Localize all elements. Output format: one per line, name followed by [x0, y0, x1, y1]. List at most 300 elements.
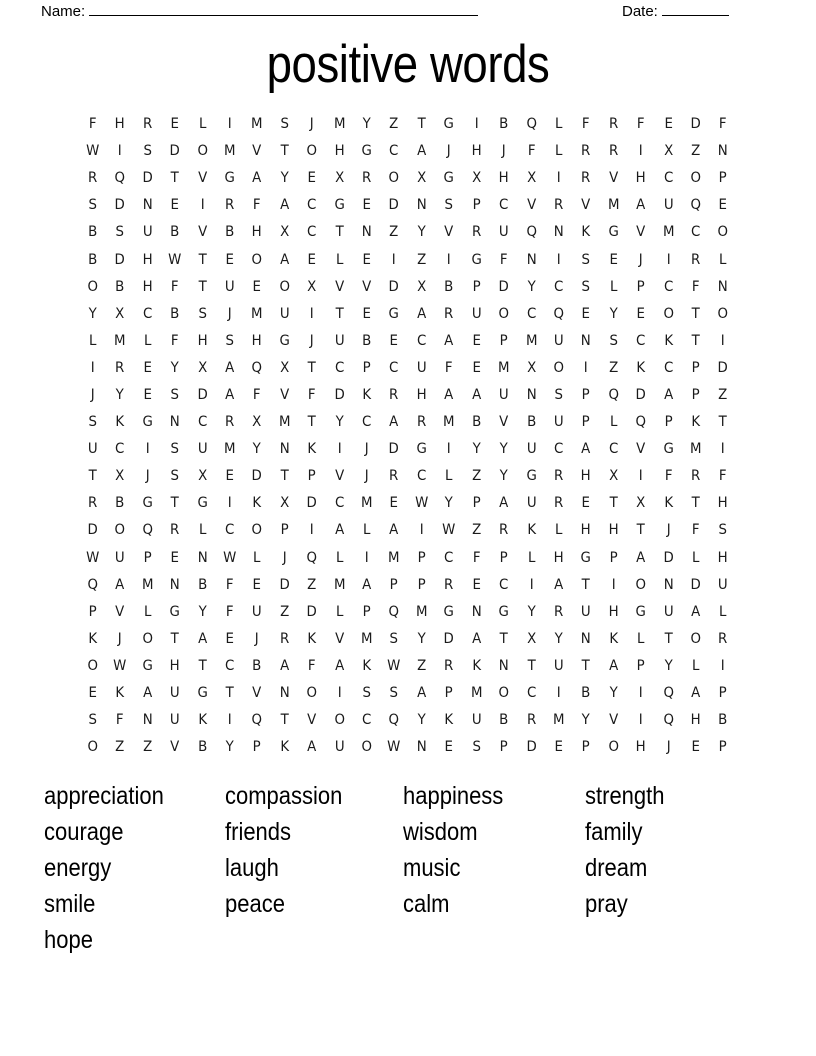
word-list-item[interactable]: peace — [225, 890, 285, 918]
grid-cell[interactable]: X — [252, 414, 262, 431]
grid-cell[interactable]: Q — [251, 712, 263, 729]
grid-cell[interactable]: C — [416, 332, 427, 349]
grid-cell[interactable]: R — [581, 143, 591, 160]
grid-cell[interactable]: W — [414, 495, 429, 512]
grid-cell[interactable]: D — [717, 359, 729, 376]
grid-cell[interactable]: U — [334, 332, 345, 349]
grid-cell[interactable]: I — [638, 468, 643, 485]
grid-cell[interactable]: M — [361, 630, 373, 647]
grid-cell[interactable]: V — [334, 468, 344, 485]
grid-cell[interactable]: W — [168, 251, 182, 268]
grid-cell[interactable]: I — [721, 332, 726, 349]
grid-cell[interactable]: P — [143, 549, 152, 566]
grid-cell[interactable]: D — [690, 576, 701, 593]
grid-cell[interactable]: U — [718, 576, 728, 593]
grid-cell[interactable]: P — [362, 359, 371, 376]
grid-cell[interactable]: U — [197, 441, 208, 458]
grid-cell[interactable]: T — [170, 495, 179, 512]
grid-cell[interactable]: H — [718, 549, 729, 566]
grid-cell[interactable]: N — [279, 685, 290, 702]
grid-cell[interactable]: Z — [142, 739, 153, 756]
grid-cell[interactable]: C — [663, 278, 673, 295]
grid-cell[interactable]: V — [279, 386, 290, 403]
grid-cell[interactable]: O — [553, 359, 564, 376]
grid-cell[interactable]: U — [416, 359, 427, 376]
grid-cell[interactable]: R — [444, 657, 454, 674]
grid-cell[interactable]: T — [280, 143, 289, 160]
grid-cell[interactable]: C — [225, 657, 235, 674]
grid-cell[interactable]: E — [225, 251, 234, 268]
grid-cell[interactable]: G — [471, 251, 482, 268]
grid-cell[interactable]: Y — [417, 224, 426, 241]
grid-cell[interactable]: F — [116, 712, 124, 729]
grid-cell[interactable]: C — [499, 576, 509, 593]
grid-cell[interactable]: A — [417, 685, 427, 702]
grid-cell[interactable]: H — [197, 332, 208, 349]
grid-cell[interactable]: O — [690, 170, 701, 187]
grid-cell[interactable]: D — [114, 251, 126, 268]
grid-cell[interactable]: V — [334, 278, 344, 295]
grid-cell[interactable]: G — [443, 170, 455, 187]
grid-cell[interactable]: G — [197, 685, 208, 702]
grid-cell[interactable]: K — [472, 657, 481, 674]
grid-cell[interactable]: M — [662, 224, 674, 241]
grid-cell[interactable]: K — [581, 224, 591, 241]
grid-cell[interactable]: Z — [691, 143, 701, 160]
grid-cell[interactable]: G — [608, 224, 619, 241]
grid-cell[interactable]: O — [306, 143, 318, 160]
grid-cell[interactable]: Y — [417, 712, 426, 729]
grid-cell[interactable]: C — [608, 441, 619, 458]
grid-cell[interactable]: I — [337, 685, 342, 702]
grid-cell[interactable]: N — [197, 549, 208, 566]
grid-cell[interactable]: O — [142, 630, 153, 647]
grid-cell[interactable]: M — [251, 305, 263, 322]
grid-cell[interactable]: J — [118, 630, 123, 647]
grid-cell[interactable]: N — [526, 386, 537, 403]
grid-cell[interactable]: T — [225, 685, 234, 702]
grid-cell[interactable]: E — [307, 251, 317, 268]
grid-cell[interactable]: L — [691, 657, 700, 674]
grid-cell[interactable]: O — [114, 522, 126, 539]
grid-cell[interactable]: A — [663, 386, 673, 403]
grid-cell[interactable]: G — [416, 441, 427, 458]
grid-cell[interactable]: O — [717, 224, 729, 241]
grid-cell[interactable]: H — [635, 170, 646, 187]
grid-cell[interactable]: C — [499, 197, 509, 214]
grid-cell[interactable]: Q — [608, 386, 619, 403]
grid-cell[interactable]: A — [471, 386, 481, 403]
grid-cell[interactable]: A — [334, 657, 344, 674]
grid-cell[interactable]: P — [499, 739, 508, 756]
grid-cell[interactable]: D — [498, 278, 509, 295]
grid-cell[interactable]: F — [719, 468, 727, 485]
grid-cell[interactable]: I — [364, 549, 369, 566]
grid-cell[interactable]: H — [169, 657, 180, 674]
grid-cell[interactable]: Y — [417, 630, 426, 647]
grid-cell[interactable]: G — [498, 603, 509, 620]
grid-cell[interactable]: N — [169, 414, 180, 431]
grid-cell[interactable]: G — [443, 603, 455, 620]
grid-cell[interactable]: A — [225, 359, 235, 376]
grid-cell[interactable]: I — [556, 170, 561, 187]
grid-cell[interactable]: C — [362, 414, 372, 431]
grid-cell[interactable]: J — [255, 630, 260, 647]
grid-cell[interactable]: A — [362, 576, 372, 593]
grid-cell[interactable]: A — [417, 305, 427, 322]
grid-cell[interactable]: Z — [417, 657, 427, 674]
grid-cell[interactable]: O — [361, 739, 373, 756]
grid-cell[interactable]: U — [553, 657, 564, 674]
grid-cell[interactable]: I — [309, 522, 314, 539]
grid-cell[interactable]: X — [197, 359, 207, 376]
grid-cell[interactable]: C — [225, 522, 235, 539]
grid-cell[interactable]: L — [637, 630, 645, 647]
grid-cell[interactable]: A — [581, 441, 591, 458]
grid-cell[interactable]: C — [334, 359, 345, 376]
grid-cell[interactable]: R — [553, 495, 564, 512]
grid-cell[interactable]: R — [553, 603, 564, 620]
grid-cell[interactable]: V — [197, 224, 207, 241]
grid-cell[interactable]: Y — [198, 603, 207, 620]
grid-cell[interactable]: L — [609, 278, 618, 295]
grid-cell[interactable]: Y — [527, 603, 536, 620]
grid-cell[interactable]: I — [447, 251, 451, 268]
grid-cell[interactable]: E — [609, 251, 618, 268]
grid-cell[interactable]: R — [499, 522, 509, 539]
grid-cell[interactable]: M — [114, 332, 126, 349]
word-list-item[interactable]: strength — [585, 782, 665, 810]
grid-cell[interactable]: B — [170, 224, 180, 241]
grid-cell[interactable]: N — [718, 278, 729, 295]
grid-cell[interactable]: A — [115, 576, 125, 593]
grid-cell[interactable]: V — [608, 712, 618, 729]
grid-cell[interactable]: T — [170, 630, 179, 647]
grid-cell[interactable]: P — [362, 603, 371, 620]
grid-cell[interactable]: E — [143, 359, 152, 376]
grid-cell[interactable]: D — [389, 197, 400, 214]
grid-cell[interactable]: Y — [472, 441, 481, 458]
grid-cell[interactable]: W — [86, 549, 100, 566]
grid-cell[interactable]: F — [472, 549, 481, 566]
grid-cell[interactable]: O — [388, 170, 400, 187]
word-list-item[interactable]: happiness — [403, 782, 504, 810]
grid-cell[interactable]: H — [334, 143, 345, 160]
word-list-item[interactable]: smile — [44, 890, 96, 918]
grid-cell[interactable]: P — [444, 685, 454, 702]
grid-cell[interactable]: D — [443, 630, 455, 647]
grid-cell[interactable]: S — [198, 305, 207, 322]
grid-cell[interactable]: P — [307, 468, 316, 485]
grid-cell[interactable]: J — [666, 522, 671, 539]
grid-cell[interactable]: E — [252, 576, 262, 593]
grid-cell[interactable]: F — [308, 657, 316, 674]
grid-cell[interactable]: S — [88, 712, 97, 729]
grid-cell[interactable]: L — [554, 522, 563, 539]
grid-cell[interactable]: R — [416, 414, 427, 431]
grid-cell[interactable]: B — [88, 251, 98, 268]
word-list-item[interactable]: energy — [44, 854, 112, 882]
grid-cell[interactable]: H — [416, 386, 427, 403]
grid-cell[interactable]: U — [170, 712, 180, 729]
word-list-item[interactable]: music — [403, 854, 461, 882]
grid-cell[interactable]: H — [252, 224, 263, 241]
grid-cell[interactable]: I — [638, 143, 643, 160]
grid-cell[interactable]: D — [526, 739, 537, 756]
grid-cell[interactable]: Y — [225, 739, 234, 756]
grid-cell[interactable]: K — [307, 441, 317, 458]
grid-cell[interactable]: Y — [527, 278, 536, 295]
grid-cell[interactable]: Y — [253, 441, 262, 458]
grid-cell[interactable]: I — [447, 441, 451, 458]
grid-cell[interactable]: U — [581, 603, 591, 620]
grid-cell[interactable]: J — [282, 549, 287, 566]
grid-cell[interactable]: R — [718, 630, 728, 647]
grid-cell[interactable]: F — [527, 143, 536, 160]
grid-cell[interactable]: B — [197, 576, 207, 593]
grid-cell[interactable]: Y — [609, 685, 618, 702]
grid-cell[interactable]: D — [197, 386, 208, 403]
grid-cell[interactable]: Y — [362, 116, 371, 133]
grid-cell[interactable]: R — [690, 251, 701, 268]
grid-cell[interactable]: M — [333, 576, 346, 593]
grid-cell[interactable]: A — [252, 170, 262, 187]
grid-cell[interactable]: R — [225, 197, 235, 214]
grid-cell[interactable]: R — [115, 359, 125, 376]
grid-cell[interactable]: S — [88, 414, 97, 431]
grid-cell[interactable]: V — [499, 414, 509, 431]
grid-cell[interactable]: A — [636, 197, 646, 214]
grid-cell[interactable]: S — [225, 332, 234, 349]
grid-cell[interactable]: U — [142, 224, 153, 241]
grid-cell[interactable]: E — [472, 359, 481, 376]
grid-cell[interactable]: L — [198, 522, 207, 539]
grid-cell[interactable]: C — [636, 332, 646, 349]
grid-cell[interactable]: Q — [114, 170, 126, 187]
grid-cell[interactable]: L — [527, 549, 535, 566]
word-list-item[interactable]: family — [585, 818, 643, 846]
name-input-line[interactable] — [89, 2, 478, 16]
grid-cell[interactable]: M — [361, 495, 373, 512]
grid-cell[interactable]: D — [251, 468, 263, 485]
grid-cell[interactable]: R — [88, 495, 98, 512]
grid-cell[interactable]: I — [419, 522, 424, 539]
grid-cell[interactable]: K — [307, 630, 317, 647]
grid-cell[interactable]: V — [581, 197, 591, 214]
grid-cell[interactable]: I — [337, 441, 342, 458]
grid-cell[interactable]: I — [584, 359, 588, 376]
grid-cell[interactable]: G — [224, 170, 235, 187]
grid-cell[interactable]: I — [474, 116, 479, 133]
grid-cell[interactable]: J — [666, 739, 671, 756]
grid-cell[interactable]: G — [279, 332, 290, 349]
grid-cell[interactable]: P — [719, 739, 728, 756]
grid-cell[interactable]: H — [115, 116, 126, 133]
grid-cell[interactable]: M — [251, 116, 263, 133]
grid-cell[interactable]: Z — [471, 522, 481, 539]
grid-cell[interactable]: G — [443, 116, 455, 133]
grid-cell[interactable]: S — [581, 278, 591, 295]
grid-cell[interactable]: N — [279, 441, 290, 458]
grid-cell[interactable]: S — [280, 116, 289, 133]
grid-cell[interactable]: C — [142, 305, 153, 322]
grid-cell[interactable]: T — [691, 495, 700, 512]
grid-cell[interactable]: H — [142, 251, 153, 268]
grid-cell[interactable]: C — [553, 441, 564, 458]
grid-cell[interactable]: Q — [388, 712, 400, 729]
grid-cell[interactable]: E — [389, 332, 399, 349]
grid-cell[interactable]: O — [279, 278, 290, 295]
grid-cell[interactable]: R — [362, 170, 372, 187]
grid-cell[interactable]: S — [362, 685, 372, 702]
grid-cell[interactable]: D — [279, 576, 290, 593]
grid-cell[interactable]: T — [499, 630, 508, 647]
grid-cell[interactable]: O — [690, 630, 701, 647]
grid-cell[interactable]: A — [142, 685, 153, 702]
grid-cell[interactable]: U — [471, 712, 482, 729]
grid-cell[interactable]: A — [279, 657, 290, 674]
grid-cell[interactable]: U — [279, 305, 290, 322]
grid-cell[interactable]: F — [499, 251, 508, 268]
grid-cell[interactable]: Q — [87, 576, 98, 593]
grid-cell[interactable]: G — [635, 603, 647, 620]
grid-cell[interactable]: A — [225, 386, 235, 403]
grid-cell[interactable]: I — [227, 116, 232, 133]
grid-cell[interactable]: N — [471, 603, 482, 620]
grid-cell[interactable]: F — [308, 386, 316, 403]
grid-cell[interactable]: D — [306, 495, 318, 512]
grid-cell[interactable]: A — [279, 197, 290, 214]
grid-cell[interactable]: R — [471, 224, 482, 241]
grid-cell[interactable]: M — [498, 359, 510, 376]
grid-cell[interactable]: C — [389, 359, 399, 376]
word-list-item[interactable]: compassion — [225, 782, 343, 810]
grid-cell[interactable]: U — [471, 305, 482, 322]
grid-cell[interactable]: O — [717, 305, 729, 322]
grid-cell[interactable]: S — [170, 468, 180, 485]
grid-cell[interactable]: T — [88, 468, 97, 485]
grid-cell[interactable]: C — [416, 468, 427, 485]
grid-cell[interactable]: N — [581, 630, 592, 647]
grid-cell[interactable]: E — [444, 739, 454, 756]
grid-cell[interactable]: L — [445, 468, 453, 485]
grid-cell[interactable]: X — [608, 468, 618, 485]
grid-cell[interactable]: N — [663, 576, 674, 593]
grid-cell[interactable]: V — [636, 224, 646, 241]
grid-cell[interactable]: Z — [718, 386, 728, 403]
grid-cell[interactable]: E — [554, 739, 563, 756]
grid-cell[interactable]: M — [223, 441, 236, 458]
grid-cell[interactable]: K — [88, 630, 98, 647]
grid-cell[interactable]: I — [638, 685, 643, 702]
grid-cell[interactable]: N — [498, 657, 509, 674]
grid-cell[interactable]: A — [444, 386, 454, 403]
grid-cell[interactable]: Q — [388, 603, 400, 620]
grid-cell[interactable]: M — [607, 197, 620, 214]
grid-cell[interactable]: U — [526, 495, 537, 512]
grid-cell[interactable]: E — [389, 495, 399, 512]
grid-cell[interactable]: H — [142, 278, 153, 295]
grid-cell[interactable]: T — [335, 224, 344, 241]
grid-cell[interactable]: X — [417, 278, 427, 295]
grid-cell[interactable]: S — [170, 386, 180, 403]
grid-cell[interactable]: E — [170, 549, 180, 566]
grid-cell[interactable]: A — [307, 739, 317, 756]
grid-cell[interactable]: C — [389, 143, 399, 160]
grid-cell[interactable]: T — [307, 359, 317, 376]
grid-cell[interactable]: N — [553, 224, 564, 241]
grid-cell[interactable]: S — [389, 685, 399, 702]
grid-cell[interactable]: Z — [307, 576, 317, 593]
word-list-item[interactable]: pray — [585, 890, 628, 918]
grid-cell[interactable]: T — [581, 657, 591, 674]
grid-cell[interactable]: X — [307, 278, 317, 295]
grid-cell[interactable]: A — [499, 495, 509, 512]
grid-cell[interactable]: K — [636, 359, 646, 376]
grid-cell[interactable]: I — [309, 305, 314, 322]
grid-cell[interactable]: X — [526, 170, 536, 187]
grid-cell[interactable]: E — [636, 305, 646, 322]
grid-cell[interactable]: O — [306, 685, 318, 702]
grid-cell[interactable]: V — [608, 170, 618, 187]
grid-cell[interactable]: C — [526, 305, 536, 322]
grid-cell[interactable]: R — [444, 305, 454, 322]
grid-cell[interactable]: K — [252, 495, 262, 512]
grid-cell[interactable]: W — [442, 522, 456, 539]
grid-cell[interactable]: U — [498, 386, 509, 403]
grid-cell[interactable]: Q — [635, 414, 647, 431]
grid-cell[interactable]: L — [554, 143, 563, 160]
grid-cell[interactable]: F — [719, 116, 727, 133]
grid-cell[interactable]: L — [88, 332, 97, 349]
grid-cell[interactable]: R — [389, 386, 399, 403]
grid-cell[interactable]: M — [388, 549, 400, 566]
grid-cell[interactable]: N — [142, 197, 153, 214]
grid-cell[interactable]: O — [498, 685, 510, 702]
grid-cell[interactable]: U — [224, 278, 235, 295]
grid-cell[interactable]: P — [581, 414, 591, 431]
grid-cell[interactable]: E — [718, 197, 728, 214]
grid-cell[interactable]: Z — [115, 739, 125, 756]
grid-cell[interactable]: U — [526, 441, 537, 458]
grid-cell[interactable]: S — [581, 251, 591, 268]
grid-cell[interactable]: O — [635, 576, 647, 593]
grid-cell[interactable]: N — [526, 251, 537, 268]
grid-cell[interactable]: E — [472, 576, 481, 593]
grid-cell[interactable]: P — [664, 414, 673, 431]
grid-cell[interactable]: T — [691, 305, 700, 322]
grid-cell[interactable]: Y — [499, 441, 508, 458]
grid-cell[interactable]: F — [636, 116, 645, 133]
grid-cell[interactable]: N — [416, 197, 427, 214]
grid-cell[interactable]: L — [363, 522, 371, 539]
grid-cell[interactable]: Y — [554, 630, 563, 647]
grid-cell[interactable]: O — [334, 712, 345, 729]
grid-cell[interactable]: C — [444, 549, 454, 566]
grid-cell[interactable]: G — [663, 441, 674, 458]
grid-cell[interactable]: B — [471, 414, 481, 431]
grid-cell[interactable]: P — [390, 576, 399, 593]
grid-cell[interactable]: Q — [553, 305, 564, 322]
grid-cell[interactable]: S — [554, 386, 563, 403]
grid-cell[interactable]: R — [690, 468, 701, 485]
grid-cell[interactable]: N — [416, 739, 427, 756]
grid-cell[interactable]: Y — [581, 712, 591, 729]
grid-cell[interactable]: R — [553, 197, 564, 214]
grid-cell[interactable]: P — [581, 386, 591, 403]
grid-cell[interactable]: L — [719, 603, 727, 620]
grid-cell[interactable]: N — [142, 712, 153, 729]
